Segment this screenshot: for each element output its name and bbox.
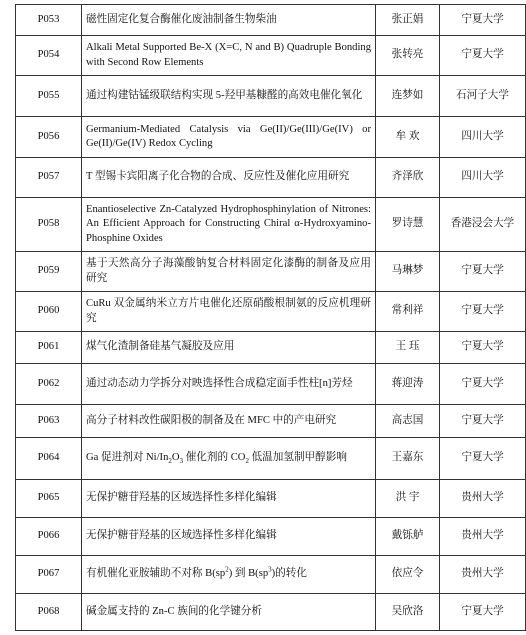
author-name: 戴铄舻 bbox=[376, 518, 440, 556]
poster-title bbox=[82, 438, 376, 480]
poster-code: P066 bbox=[16, 518, 82, 556]
author-name: 吴欣洛 bbox=[376, 594, 440, 631]
title-part: 有机催化亚胺辅助不对称 B(sp bbox=[86, 568, 226, 580]
institution: 宁夏大学 bbox=[440, 292, 526, 332]
poster-code: P065 bbox=[16, 480, 82, 518]
institution: 贵州大学 bbox=[440, 518, 526, 556]
poster-title: 无保护糖苷羟基的区域选择性多样化编辑 bbox=[82, 518, 376, 556]
institution: 宁夏大学 bbox=[440, 405, 526, 438]
table-row bbox=[16, 292, 526, 332]
poster-title: T 型锡卡宾阳离子化合物的合成、反应性及催化应用研究 bbox=[82, 158, 376, 198]
poster-code: P053 bbox=[16, 5, 82, 36]
poster-code: P063 bbox=[16, 405, 82, 438]
subscript: 2 bbox=[245, 457, 249, 466]
author-name: 齐泽欣 bbox=[376, 158, 440, 198]
poster-code: P058 bbox=[16, 198, 82, 252]
poster-title bbox=[82, 556, 376, 594]
poster-title: 高分子材料改性碳阳极的制备及在 MFC 中的产电研究 bbox=[82, 405, 376, 438]
poster-code: P056 bbox=[16, 117, 82, 158]
author-name: 高志国 bbox=[376, 405, 440, 438]
poster-title: 无保护糖苷羟基的区域选择性多样化编辑 bbox=[82, 480, 376, 518]
institution: 四川大学 bbox=[440, 158, 526, 198]
institution: 宁夏大学 bbox=[440, 364, 526, 405]
author-name: 洪 宇 bbox=[376, 480, 440, 518]
table-row bbox=[16, 364, 526, 405]
poster-code: P057 bbox=[16, 158, 82, 198]
poster-code: P067 bbox=[16, 556, 82, 594]
institution: 贵州大学 bbox=[440, 556, 526, 594]
institution: 宁夏大学 bbox=[440, 332, 526, 364]
author-name: 马琳梦 bbox=[376, 252, 440, 292]
table-row bbox=[16, 332, 526, 364]
table-row bbox=[16, 438, 526, 480]
institution: 香港浸会大学 bbox=[440, 198, 526, 252]
poster-code: P064 bbox=[16, 438, 82, 480]
poster-title: 煤气化渣制备硅基气凝胶及应用 bbox=[82, 332, 376, 364]
title-part: O bbox=[171, 452, 180, 464]
title-part: )的转化 bbox=[271, 568, 307, 580]
institution: 宁夏大学 bbox=[440, 252, 526, 292]
poster-title: Germanium-Mediated Catalysis via Ge(II)/Ge(III)/Ge(IV) or Ge(II)/Ge(IV) Redox Cycling bbox=[82, 117, 376, 158]
poster-code: P061 bbox=[16, 332, 82, 364]
poster-code: P062 bbox=[16, 364, 82, 405]
poster-title: 基于天然高分子海藻酸钠复合材料固定化漆酶的制备及应用研究 bbox=[82, 252, 376, 292]
table-row bbox=[16, 5, 526, 36]
superscript: 3 bbox=[268, 565, 272, 574]
poster-code: P059 bbox=[16, 252, 82, 292]
table-row bbox=[16, 158, 526, 198]
institution: 宁夏大学 bbox=[440, 438, 526, 480]
author-name: 罗诗慧 bbox=[376, 198, 440, 252]
author-name: 蒋迎涛 bbox=[376, 364, 440, 405]
author-name: 常利祥 bbox=[376, 292, 440, 332]
author-name: 张正娟 bbox=[376, 5, 440, 36]
author-name: 王嘉东 bbox=[376, 438, 440, 480]
author-name: 依应令 bbox=[376, 556, 440, 594]
title-part: ) 到 B(sp bbox=[228, 568, 269, 580]
table-row bbox=[16, 594, 526, 631]
poster-title: 通过动态动力学拆分对映选择性合成稳定面手性柱[n]芳烃 bbox=[82, 364, 376, 405]
institution: 石河子大学 bbox=[440, 76, 526, 117]
poster-code: P060 bbox=[16, 292, 82, 332]
poster-title: 通过构建钴锰级联结构实现 5-羟甲基糠醛的高效电催化氧化 bbox=[82, 76, 376, 117]
poster-list-table bbox=[15, 4, 526, 631]
table-row bbox=[16, 117, 526, 158]
author-name: 张转亮 bbox=[376, 36, 440, 76]
poster-title: Alkali Metal Supported Be-X (X=C, N and B) Quadruple Bonding with Second Row Elements bbox=[82, 36, 376, 76]
poster-title: 磁性固定化复合酶催化废油制备生物柴油 bbox=[82, 5, 376, 36]
poster-title: CuRu 双金属纳米立方片电催化还原硝酸根制氨的反应机理研究 bbox=[82, 292, 376, 332]
author-name: 牟 欢 bbox=[376, 117, 440, 158]
title-part: 低温加氢制甲醇影响 bbox=[248, 452, 347, 464]
poster-code: P055 bbox=[16, 76, 82, 117]
superscript: 2 bbox=[225, 565, 229, 574]
poster-title: 碱金属支持的 Zn-C 族间的化学键分析 bbox=[82, 594, 376, 631]
table-row bbox=[16, 556, 526, 594]
table-row bbox=[16, 480, 526, 518]
author-name: 王 珏 bbox=[376, 332, 440, 364]
institution: 四川大学 bbox=[440, 117, 526, 158]
table-row bbox=[16, 405, 526, 438]
institution: 宁夏大学 bbox=[440, 36, 526, 76]
poster-code: P068 bbox=[16, 594, 82, 631]
table-row bbox=[16, 76, 526, 117]
table-row bbox=[16, 252, 526, 292]
subscript: 2 bbox=[168, 457, 172, 466]
table-row bbox=[16, 518, 526, 556]
table-row bbox=[16, 36, 526, 76]
institution: 贵州大学 bbox=[440, 480, 526, 518]
poster-code: P054 bbox=[16, 36, 82, 76]
subscript: 3 bbox=[179, 457, 184, 466]
title-part: Ga 促进剂对 Ni/In bbox=[86, 452, 169, 464]
poster-title: Enantioselective Zn-Catalyzed Hydrophosphinylation of Nitrones: An Efficient Approach for Constructing Chiral α-Hydroxyamino-Phosphine Oxides bbox=[82, 198, 376, 252]
institution: 宁夏大学 bbox=[440, 594, 526, 631]
table-row bbox=[16, 198, 526, 252]
author-name: 连梦如 bbox=[376, 76, 440, 117]
title-part: 催化剂的 CO bbox=[183, 452, 246, 464]
institution: 宁夏大学 bbox=[440, 5, 526, 36]
